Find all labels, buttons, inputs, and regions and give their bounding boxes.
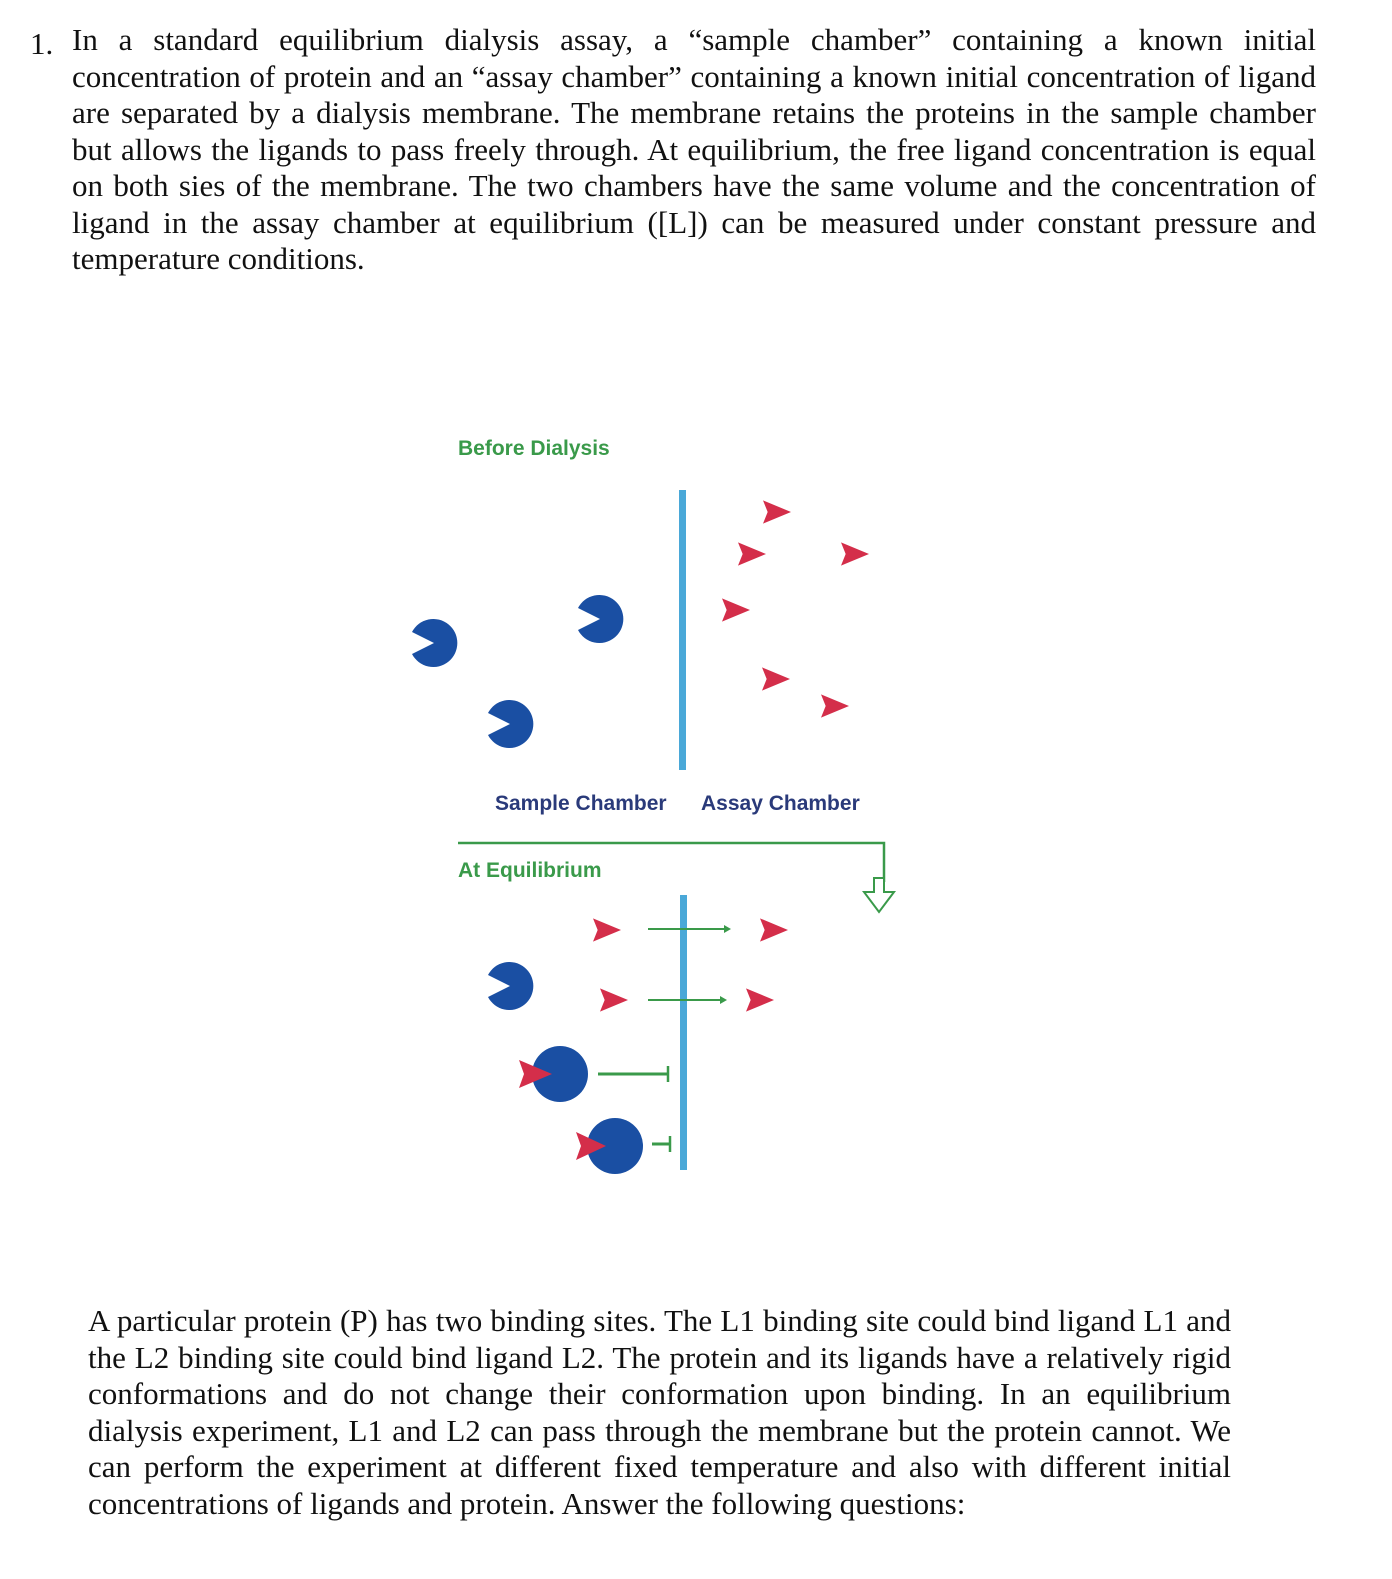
membrane-before <box>679 490 686 770</box>
ligand-icon <box>593 918 621 941</box>
question-text: In a standard equilibrium dialysis assay, a “sample chamber” containing a known initial concentration of protein and an “assay chamber” containing a known initial concentration of ligand are separated by a dialysis membrane. The membrane retains the proteins in the sample chamber but allows the ligands to pass freely through. At equilibrium, the free ligand concentration is equal on both sies of the membrane. The two chambers have the same volume and the concentration of ligand in the assay chamber at equilibrium ([L]) can be measured under constant pressure and temperature conditions. <box>72 22 1316 276</box>
membrane-equilibrium <box>680 895 687 1170</box>
question-number: 1. <box>30 26 54 61</box>
bound-protein-1 <box>519 1046 588 1102</box>
exchange-arrow-mid-head <box>720 996 727 1004</box>
protein-icon <box>488 700 533 748</box>
bound-protein-2 <box>576 1118 643 1174</box>
at-equilibrium-label: At Equilibrium <box>458 859 602 882</box>
protein-icon <box>578 595 623 643</box>
assay-chamber-label: Assay Chamber <box>701 792 860 815</box>
transition-arrow <box>458 843 884 882</box>
ligand-icon <box>760 918 788 941</box>
ligand-icon <box>722 598 750 621</box>
ligand-icon <box>821 694 849 717</box>
ligand-icon <box>763 500 791 523</box>
protein-icon <box>488 962 533 1010</box>
down-arrow-icon <box>864 878 894 912</box>
ligand-icon <box>762 667 790 690</box>
ligand-icon <box>738 542 766 565</box>
sample-chamber-label: Sample Chamber <box>495 792 667 815</box>
ligand-icon <box>600 988 628 1011</box>
ligand-icon <box>841 542 869 565</box>
exchange-arrow-top-head <box>724 925 731 933</box>
protein-icon <box>412 619 457 667</box>
before-dialysis-label: Before Dialysis <box>458 437 610 460</box>
problem-paragraph: A particular protein (P) has two binding sites. The L1 binding site could bind ligand L1 and the L2 binding site could bind ligand L2. The protein and its ligands have a relatively rigid conformations and do not change their conformation upon binding. In an equilibrium dialysis experiment, L1 and L2 can pass through the membrane but the protein cannot. We can perform the experiment at different fixed temperature and also with different initial concentrations of ligands and protein. Answer the following questions: <box>88 1303 1231 1521</box>
ligand-icon <box>746 988 774 1011</box>
